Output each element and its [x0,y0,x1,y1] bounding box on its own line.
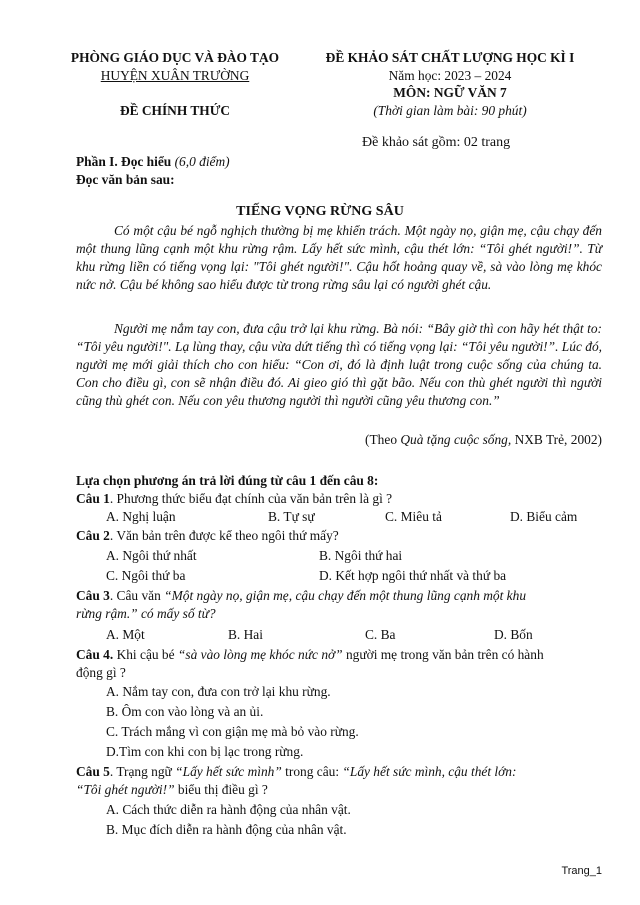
q3-option-c[interactable]: C. Ba [365,627,396,642]
q2-option-d[interactable]: D. Kết hợp ngôi thứ nhất và thứ ba [319,568,507,583]
q2-option-c[interactable]: C. Ngôi thứ ba [106,568,186,583]
q5-quote2: “Lấy hết sức mình, cậu thét lớn: [342,764,517,779]
question-1 [76,490,392,508]
q5-text-pre: . Trạng ngữ [109,764,176,779]
official-label: ĐỀ CHÍNH THỨC [119,103,231,118]
part1-title-bold: Phần I. Đọc hiểu [76,154,172,169]
q4-quote: “sà vào lòng mẹ khóc nức nở” [177,647,343,662]
question-4 [76,646,544,664]
q1-label: Câu 1 [76,491,110,506]
department-name: PHÒNG GIÁO DỤC VÀ ĐÀO TẠO [70,50,280,65]
district-name [60,67,290,85]
district-name-text: HUYỆN XUÂN TRƯỜNG [100,68,250,83]
q3-quote-line1: “Một ngày nọ, giận mẹ, cậu chạy đến một thung lũng cạnh một khu [164,588,527,603]
q4-text-post: người mẹ trong văn bản trên có hành [342,647,544,662]
q1-option-d[interactable]: D. Biểu cảm [510,509,578,524]
source-prefix: (Theo [365,432,401,447]
q3-quote-line2: rừng rậm.” có mấy số từ? [76,606,216,621]
story-paragraph-1: Có một cậu bé ngỗ nghịch thường bị mẹ khiển trách. Một ngày nọ, giận mẹ, cậu chạy đến một thung lũng cạnh một khu rừng rậm. Lấy hết sức mình, cậu thét lớn: “Tôi ghét người!”. Từ khu rừng liền có tiếng vọng lại: "Tôi ghét người!". Cậu hốt hoảng quay về, sà vào lòng mẹ khóc nức nở. Cậu bé không sao hiểu được từ trong rừng sâu lại có người ghét cậu. [76,223,602,292]
page-count-note: Đề khảo sát gồm: 02 trang [362,135,511,150]
q3-option-b[interactable]: B. Hai [228,627,263,642]
q4-option-c[interactable]: C. Trách mắng vì con giận mẹ mà bỏ vào rừng. [106,724,359,739]
q2-option-a[interactable]: A. Ngôi thứ nhất [106,548,197,563]
q4-text-pre: Khi cậu bé [113,647,178,662]
q5-text-mid: trong câu: [281,764,343,779]
q3-text-pre: . Câu văn [109,588,165,603]
q1-option-c[interactable]: C. Miêu tả [385,509,442,524]
q3-option-a[interactable]: A. Một [106,627,145,642]
q4-option-a[interactable]: A. Nắm tay con, đưa con trở lại khu rừng. [106,684,331,699]
exam-title: ĐỀ KHẢO SÁT CHẤT LƯỢNG HỌC KÌ I [325,50,575,65]
q5-line2-post: biểu thị điều gì ? [174,782,268,797]
school-year: Năm học: 2023 – 2024 [388,68,512,83]
q2-text: . Văn bản trên được kể theo ngôi thứ mấy? [109,528,339,543]
mc-instruction: Lựa chọn phương án trả lời đúng từ câu 1 đến câu 8: [76,473,379,488]
question-2 [76,527,339,545]
story-source [365,431,602,449]
q3-label: Câu 3 [76,588,110,603]
q1-option-a[interactable]: A. Nghị luận [106,509,176,524]
story-paragraph-2: Người mẹ nắm tay con, đưa cậu trở lại khu rừng. Bà nói: “Bây giờ thì con hãy hét thật to: “Tôi yêu người!". Lạ lùng thay, cậu vừa dứt tiếng thì có tiếng vọng lại: “Tôi yêu người!”. Lúc đó, người mẹ mới giải thích cho con hiểu: “Con ơi, đó là định luật trong cuộc sống của chúng ta. Con cho điều gì, con sẽ nhận điều đó. Ai gieo gió thì gặt bão. Nếu con thù ghét người thì người cũng thù ghét con. Nếu con yêu thương người thì người cũng yêu thương con.” [76,321,602,408]
q5-option-a[interactable]: A. Cách thức diễn ra hành động của nhân vật. [106,802,351,817]
q4-label: Câu 4. [76,647,114,662]
q5-text-line2 [76,781,268,799]
part1-points: (6,0 điểm) [171,154,230,169]
q3-option-d[interactable]: D. Bốn [494,627,533,642]
q2-option-b[interactable]: B. Ngôi thứ hai [319,548,403,563]
q4-option-d[interactable]: D.Tìm con khi con bị lạc trong rừng. [106,744,304,759]
reading-instruction: Đọc văn bản sau: [76,172,175,187]
q1-text: . Phương thức biểu đạt chính của văn bản trên là gì ? [109,491,393,506]
q5-quote: “Lấy hết sức mình” [175,764,282,779]
q5-line2-quote: “Tôi ghét người!” [76,782,175,797]
question-3 [76,587,526,605]
q2-label: Câu 2 [76,528,110,543]
page-number: Trang_1 [561,865,602,877]
story-title: TIẾNG VỌNG RỪNG SÂU [236,204,404,219]
source-title: Quà tặng cuộc sống, [400,432,512,447]
exam-time: (Thời gian làm bài: 90 phút) [373,103,527,118]
q4-option-b[interactable]: B. Ôm con vào lòng và an ủi. [106,704,264,719]
part1-title [76,153,230,171]
q5-option-b[interactable]: B. Mục đích diễn ra hành động của nhân vật. [106,822,347,837]
question-5 [76,763,516,781]
q1-option-b[interactable]: B. Tự sự [268,509,315,524]
subject: MÔN: NGỮ VĂN 7 [393,85,507,100]
source-suffix: NXB Trẻ, 2002) [511,432,602,447]
q4-text-line2: động gì ? [76,665,126,680]
q5-label: Câu 5 [76,764,110,779]
